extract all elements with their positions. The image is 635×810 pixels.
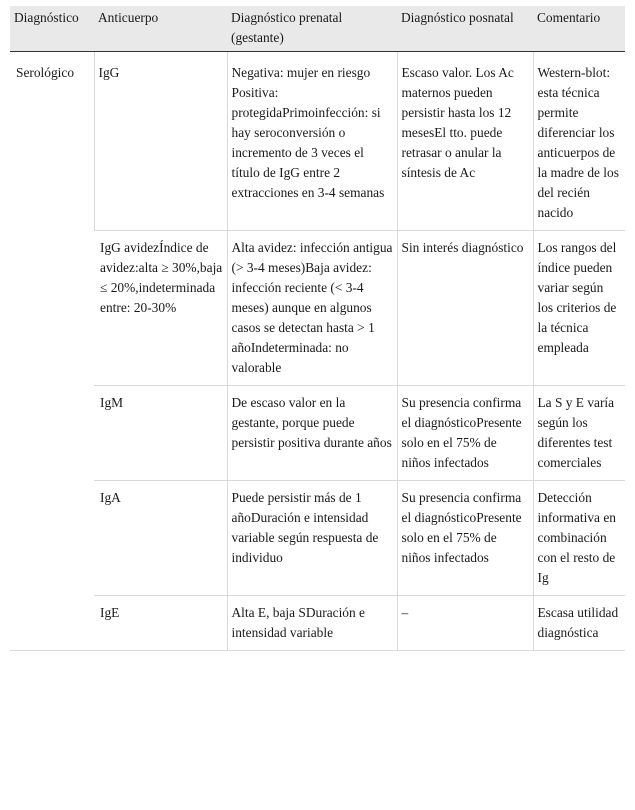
table-row <box>10 596 625 651</box>
cell-comment: Los rangos del índice pueden variar según los criterios de la técnica empleada <box>533 231 625 386</box>
cell-prenatal: De escaso valor en la gestante, porque puede persistir positiva durante años <box>227 386 397 481</box>
table-body <box>10 52 625 651</box>
cell-comment: Western-blot: esta técnica permite diferenciar los anticuerpos de la madre de los del recién nacido <box>533 52 625 231</box>
cell-comment: La S y E varía según los diferentes test comerciales <box>533 386 625 481</box>
cell-antibody: IgM <box>94 386 227 481</box>
cell-prenatal: Alta avidez: infección antigua (> 3-4 meses)Baja avidez: infección reciente (< 3-4 meses) aunque en algunos casos se detectan hasta > 1 añoIndeterminada: no valorable <box>227 231 397 386</box>
cell-posnatal: Su presencia confirma el diagnósticoPresente solo en el 75% de niños infectados <box>397 481 533 596</box>
table-row <box>10 481 625 596</box>
table-row <box>10 386 625 481</box>
cell-prenatal: Negativa: mujer en riesgo Positiva: protegidaPrimoinfección: si hay seroconversión o incremento de 3 veces el título de IgG entre 2 extracciones en 3-4 semanas <box>227 52 397 231</box>
table-row <box>10 231 625 386</box>
cell-antibody: IgE <box>94 596 227 651</box>
cell-posnatal: Sin interés diagnóstico <box>397 231 533 386</box>
header-posnatal: Diagnóstico posnatal <box>397 6 533 52</box>
header-diagnostico: Diagnóstico <box>10 6 94 52</box>
cell-prenatal: Puede persistir más de 1 añoDuración e intensidad variable según respuesta de individuo <box>227 481 397 596</box>
cell-antibody: IgA <box>94 481 227 596</box>
cell-antibody: IgG avidezÍndice de avidez:alta ≥ 30%,baja ≤ 20%,indeterminada entre: 20-30% <box>94 231 227 386</box>
cell-comment: Detección informativa en combinación con el resto de Ig <box>533 481 625 596</box>
header-comentario: Comentario <box>533 6 625 52</box>
table-row <box>10 52 625 231</box>
cell-posnatal: Su presencia confirma el diagnósticoPresente solo en el 75% de niños infectados <box>397 386 533 481</box>
header-row <box>10 6 625 52</box>
cell-posnatal: – <box>397 596 533 651</box>
header-prenatal: Diagnóstico prenatal (gestante) <box>227 6 397 52</box>
header-anticuerpo: Anticuerpo <box>94 6 227 52</box>
cell-antibody: IgG <box>94 52 227 231</box>
cell-comment: Escasa utilidad diagnóstica <box>533 596 625 651</box>
cell-prenatal: Alta E, baja SDuración e intensidad variable <box>227 596 397 651</box>
table-header <box>10 6 625 52</box>
serology-table <box>10 6 625 651</box>
cell-posnatal: Escaso valor. Los Ac maternos pueden persistir hasta los 12 mesesEl tto. puede retrasar o anular la síntesis de Ac <box>397 52 533 231</box>
group-label: Serológico <box>10 52 94 651</box>
